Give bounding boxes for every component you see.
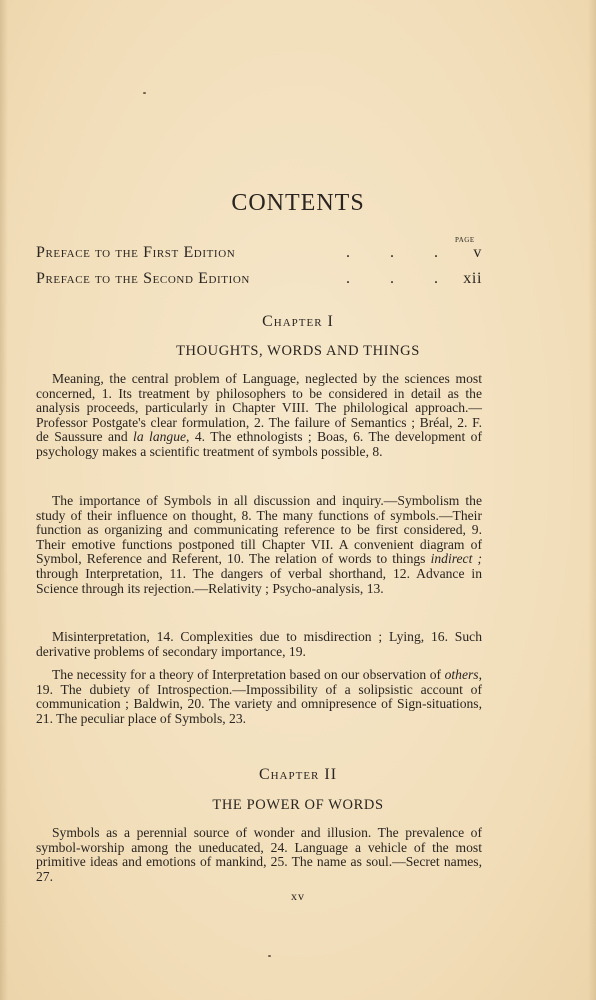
page-number: xv <box>291 889 305 903</box>
preface-second-edition-page: xii <box>463 270 482 287</box>
preface-second-edition-title: Preface to the Second Edition <box>36 270 250 287</box>
chapter-1-summary-paragraph-3: Misinterpretation, 14. Complexities due to misdirection ; Lying, 16. Such derivative problems of secondary importance, 19. <box>36 629 482 659</box>
chapter-1-subtitle: THOUGHTS, WORDS AND THINGS <box>176 343 420 359</box>
leader-dots: . . . <box>346 244 456 261</box>
paper-speck <box>143 92 146 94</box>
leader-dots: . . . <box>346 270 456 287</box>
chapter-1-summary-paragraph-4: The necessity for a theory of Interpretation based on our observation of others, 19. The dubiety of Introspection.—Impossibility of a solipsistic account of communication ; Baldwin, 20. The variety and omnipresence of Sign-situations, 21. The peculiar place of Symbols, 23. <box>36 667 482 726</box>
paper-speck <box>268 955 271 957</box>
preface-first-edition-page: v <box>473 244 482 261</box>
preface-first-edition-entry <box>36 244 482 264</box>
chapter-2-heading: Chapter II <box>258 766 338 783</box>
chapter-1-summary-paragraph-1: Meaning, the central problem of Language, neglected by the sciences most concerned, 1. Its treatment by philosophers to be considered in detail as the analysis proceeds, particularly in Chapter VIII. The philological approach.—Professor Postgate's clear formulation, 2. The failure of Semantics ; Bréal, 2. F. de Saussure and la langue, 4. The ethnologists ; Boas, 6. The development of psychology makes a scientific treatment of symbols possible, 8. <box>36 371 482 459</box>
chapter-2-subtitle: THE POWER OF WORDS <box>212 797 384 813</box>
page-edge-shadow-right <box>588 0 596 1000</box>
chapter-1-heading: Chapter I <box>262 313 334 330</box>
contents-title: CONTENTS <box>231 190 365 216</box>
preface-second-edition-entry <box>36 270 482 290</box>
chapter-2-summary-paragraph-1: Symbols as a perennial source of wonder and illusion. The prevalence of symbol-worship among the uneducated, 24. Language a vehicle of the most primitive ideas and emotions of mankind, 25. The name as soul.—Secret names, 27. <box>36 825 482 884</box>
chapter-1-summary-paragraph-2: The importance of Symbols in all discussion and inquiry.—Symbolism the study of their influence on thought, 8. The many functions of symbols.—Their function as organizing and communicating reference to be first considered, 9. Their emotive functions postponed till Chapter VII. A convenient diagram of Symbol, Reference and Referent, 10. The relation of words to things indirect ; through Interpretation, 11. The dangers of verbal shorthand, 12. Advance in Science through its rejection.—Relativity ; Psycho-analysis, 13. <box>36 493 483 596</box>
page-edge-shadow-left <box>0 0 8 1000</box>
preface-first-edition-title: Preface to the First Edition <box>36 244 236 261</box>
page-column-header: PAGE <box>455 236 475 244</box>
